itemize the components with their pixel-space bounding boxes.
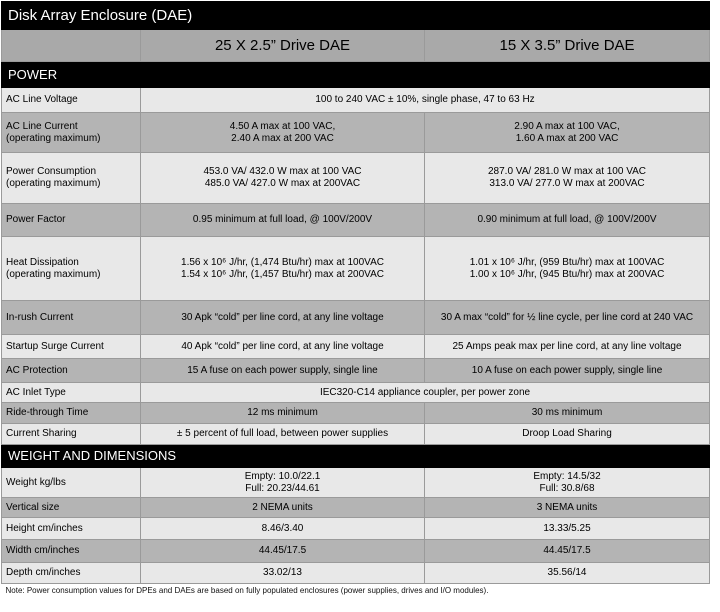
row-label: Width cm/inches [2,540,141,563]
row-label: Depth cm/inches [2,563,141,584]
row-value-15-drive: 25 Amps peak max per line cord, at any line voltage [425,335,710,359]
empty-header-cell [2,30,141,62]
row-ac-line-voltage [2,88,710,113]
row-label: Current Sharing [2,424,141,445]
row-value-15-drive: 1.01 x 10⁶ J/hr, (959 Btu/hr) max at 100VAC 1.00 x 10⁶ J/hr, (945 Btu/hr) max at 200VAC [425,237,710,301]
row-value-25-drive: Empty: 10.0/22.1 Full: 20.23/44.61 [141,468,425,498]
dae-spec-table [1,1,710,598]
row-heat-dissipation [2,237,710,301]
row-label: Weight kg/lbs [2,468,141,498]
row-label: Startup Surge Current [2,335,141,359]
row-depth [2,563,710,584]
row-value-25-drive: 15 A fuse on each power supply, single line [141,359,425,383]
row-value-span: 100 to 240 VAC ± 10%, single phase, 47 to 63 Hz [141,88,710,113]
row-value-15-drive: Droop Load Sharing [425,424,710,445]
row-value-25-drive: 40 Apk “cold” per line cord, at any line voltage [141,335,425,359]
row-power-consumption [2,153,710,204]
column-header-15-drive: 15 X 3.5” Drive DAE [425,30,710,62]
row-inrush-current [2,301,710,335]
row-startup-surge-current [2,335,710,359]
row-label: Vertical size [2,498,141,518]
section-weight-label: WEIGHT AND DIMENSIONS [2,445,710,468]
row-label: Ride-through Time [2,403,141,424]
row-label: AC Line Current (operating maximum) [2,113,141,153]
row-label: Power Consumption (operating maximum) [2,153,141,204]
row-value-25-drive: 33.02/13 [141,563,425,584]
section-weight-dimensions [2,445,710,468]
row-value-15-drive: 13.33/5.25 [425,518,710,540]
row-value-15-drive: 2.90 A max at 100 VAC, 1.60 A max at 200 VAC [425,113,710,153]
row-label: In-rush Current [2,301,141,335]
row-label: Height cm/inches [2,518,141,540]
row-ac-inlet-type [2,383,710,403]
row-label: AC Inlet Type [2,383,141,403]
row-value-25-drive: 4.50 A max at 100 VAC, 2.40 A max at 200 VAC [141,113,425,153]
row-value-25-drive: 1.56 x 10⁶ J/hr, (1,474 Btu/hr) max at 100VAC 1.54 x 10⁶ J/hr, (1,457 Btu/hr) max at 200VAC [141,237,425,301]
section-power-label: POWER [2,62,710,88]
row-value-15-drive: 0.90 minimum at full load, @ 100V/200V [425,204,710,237]
row-value-25-drive: 0.95 minimum at full load, @ 100V/200V [141,204,425,237]
row-value-15-drive: 44.45/17.5 [425,540,710,563]
footnote: Note: Power consumption values for DPEs and DAEs are based on fully populated enclosures (power supplies, drives and I/O modules). [2,584,710,598]
row-value-25-drive: ± 5 percent of full load, between power supplies [141,424,425,445]
row-power-factor [2,204,710,237]
column-header-row [2,30,710,62]
row-value-15-drive: 10 A fuse on each power supply, single line [425,359,710,383]
title-row [2,2,710,30]
row-label: Heat Dissipation (operating maximum) [2,237,141,301]
row-value-25-drive: 12 ms minimum [141,403,425,424]
row-weight [2,468,710,498]
row-vertical-size [2,498,710,518]
row-value-25-drive: 8.46/3.40 [141,518,425,540]
row-value-25-drive: 453.0 VA/ 432.0 W max at 100 VAC 485.0 VA/ 427.0 W max at 200VAC [141,153,425,204]
row-value-15-drive: 30 ms minimum [425,403,710,424]
row-value-25-drive: 30 Apk “cold” per line cord, at any line voltage [141,301,425,335]
row-label: Power Factor [2,204,141,237]
row-value-15-drive: 287.0 VA/ 281.0 W max at 100 VAC 313.0 VA/ 277.0 W max at 200VAC [425,153,710,204]
row-value-15-drive: 35.56/14 [425,563,710,584]
table-title: Disk Array Enclosure (DAE) [2,2,710,30]
row-ac-protection [2,359,710,383]
row-height [2,518,710,540]
row-ac-line-current [2,113,710,153]
column-header-25-drive: 25 X 2.5” Drive DAE [141,30,425,62]
section-power [2,62,710,88]
note-row [2,584,710,598]
row-current-sharing [2,424,710,445]
row-value-25-drive: 2 NEMA units [141,498,425,518]
row-label: AC Line Voltage [2,88,141,113]
row-value-15-drive: Empty: 14.5/32 Full: 30.8/68 [425,468,710,498]
row-width [2,540,710,563]
row-value-15-drive: 30 A max “cold” for ½ line cycle, per line cord at 240 VAC [425,301,710,335]
row-value-25-drive: 44.45/17.5 [141,540,425,563]
row-ride-through-time [2,403,710,424]
row-value-15-drive: 3 NEMA units [425,498,710,518]
row-value-span: IEC320-C14 appliance coupler, per power zone [141,383,710,403]
row-label: AC Protection [2,359,141,383]
